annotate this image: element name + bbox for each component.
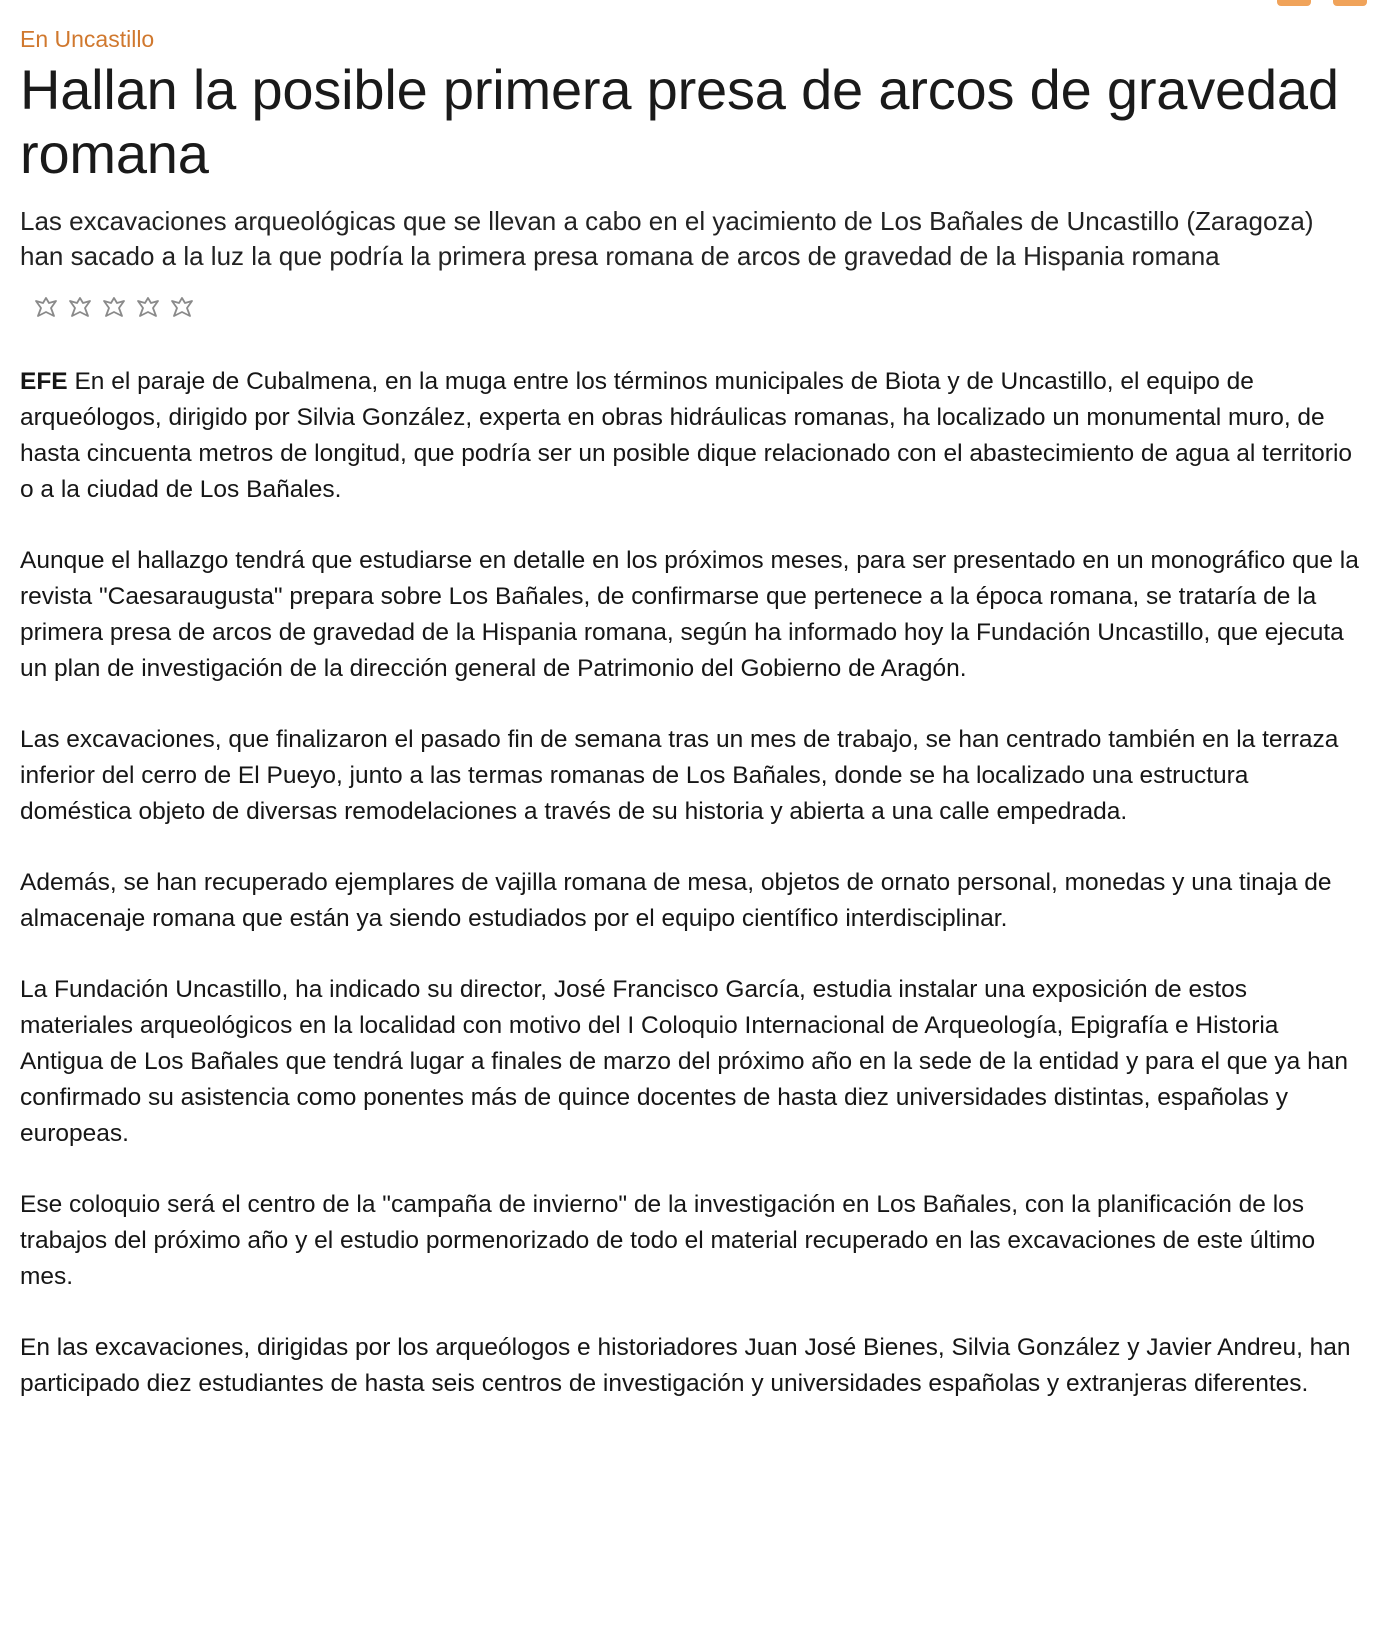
agency-credit: EFE: [20, 368, 68, 395]
lead-paragraph: Las excavaciones arqueológicas que se llevan a cabo en el yacimiento de Los Bañales de Uncastillo (Zaragoza) han sacado a la luz la que podría la primera presa romana de arcos de gravedad de la Hispania romana: [20, 206, 1314, 271]
star-outline-icon[interactable]: [136, 295, 160, 319]
section-label[interactable]: En Uncastillo: [20, 26, 155, 52]
corner-tab-left[interactable]: [1277, 0, 1311, 6]
body-paragraph: En las excavaciones, dirigidas por los arqueólogos e historiadores Juan José Bienes, Silvia González y Javier Andreu, han participado diez estudiantes de hasta seis centros de investigación y universidades españolas y extranjeras diferentes.: [20, 1334, 1351, 1397]
body-paragraph: Además, se han recuperado ejemplares de vajilla romana de mesa, objetos de ornato personal, monedas y una tinaja de almacenaje romana que están ya siendo estudiados por el equipo científico interdisciplinar.: [20, 869, 1332, 932]
star-outline-icon[interactable]: [170, 295, 194, 319]
star-outline-icon[interactable]: [34, 295, 58, 319]
body-paragraph: Aunque el hallazgo tendrá que estudiarse en detalle en los próximos meses, para ser presentado en un monográfico que la revista "Caesaraugusta" prepara sobre Los Bañales, de confirmarse que pertenece a la época romana, se trataría de la primera presa de arcos de gravedad de la Hispania romana, según ha informado hoy la Fundación Uncastillo, que ejecuta un plan de investigación de la dirección general de Patrimonio del Gobierno de Aragón.: [20, 547, 1359, 682]
body-paragraph: Ese coloquio será el centro de la "campaña de invierno" de la investigación en Los Bañales, con la planificación de los trabajos del próximo año y el estudio pormenorizado de todo el material recuperado en las excavaciones de este último mes.: [20, 1191, 1316, 1290]
star-outline-icon[interactable]: [102, 295, 126, 319]
star-outline-icon[interactable]: [68, 295, 92, 319]
body-paragraph: Las excavaciones, que finalizaron el pasado fin de semana tras un mes de trabajo, se han centrado también en la terraza inferior del cerro de El Pueyo, junto a las termas romanas de Los Bañales, donde se ha localizado una estructura doméstica objeto de diversas remodelaciones a través de su historia y abierta a una calle empedrada.: [20, 726, 1339, 825]
body-paragraph: [20, 364, 1360, 508]
body-paragraph: La Fundación Uncastillo, ha indicado su director, José Francisco García, estudia instalar una exposición de estos materiales arqueológicos en la localidad con motivo del I Coloquio Internacional de Arqueología, Epigrafía e Historia Antigua de Los Bañales que tendrá lugar a finales de marzo del próximo año en la sede de la entidad y para el que ya han confirmado su asistencia como ponentes más de quince docentes de hasta diez universidades distintas, españolas y europeas.: [20, 976, 1348, 1147]
corner-tab-right[interactable]: [1333, 0, 1367, 6]
star-rating[interactable]: [34, 292, 1360, 322]
article: [20, 24, 1360, 1437]
paragraph-text: En el paraje de Cubalmena, en la muga entre los términos municipales de Biota y de Uncastillo, el equipo de arqueólogos, dirigido por Silvia González, experta en obras hidráulicas romanas, ha localizado un monumental muro, de hasta cincuenta metros de longitud, que podría ser un posible dique relacionado con el abastecimiento de agua al territorio o a la ciudad de Los Bañales.: [20, 368, 1353, 503]
headline: Hallan la posible primera presa de arcos de gravedad romana: [20, 58, 1339, 185]
corner-tabs: [1263, 0, 1373, 8]
article-body: [20, 364, 1360, 1402]
